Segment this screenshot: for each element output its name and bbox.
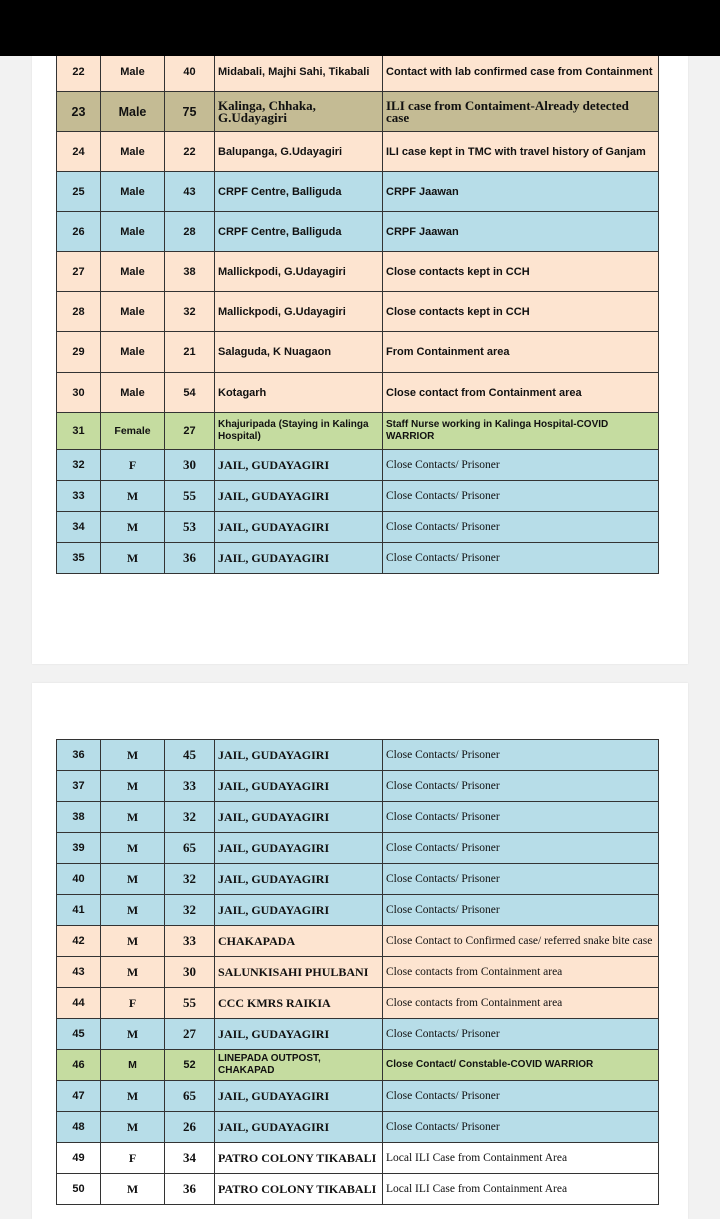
- age-cell: 27: [165, 1019, 215, 1050]
- age-cell: 34: [165, 1143, 215, 1174]
- table-row: [57, 450, 659, 481]
- address-cell: JAIL, GUDAYAGIRI: [215, 833, 383, 864]
- table-row: [57, 895, 659, 926]
- serial-number-cell: 31: [57, 413, 101, 450]
- age-cell: 30: [165, 957, 215, 988]
- address-cell: CRPF Centre, Balliguda: [215, 212, 383, 252]
- address-cell: JAIL, GUDAYAGIRI: [215, 1112, 383, 1143]
- age-cell: 32: [165, 864, 215, 895]
- history-cell: Close Contacts/ Prisoner: [383, 450, 659, 481]
- table-row: [57, 543, 659, 574]
- table-row: [57, 1112, 659, 1143]
- sex-cell: Male: [101, 292, 165, 332]
- history-cell: Close contacts kept in CCH: [383, 252, 659, 292]
- sex-cell: Male: [101, 373, 165, 413]
- sex-cell: M: [101, 864, 165, 895]
- address-cell: Kotagarh: [215, 373, 383, 413]
- age-cell: 28: [165, 212, 215, 252]
- address-cell: JAIL, GUDAYAGIRI: [215, 740, 383, 771]
- address-cell: Salaguda, K Nuagaon: [215, 332, 383, 373]
- sex-cell: M: [101, 802, 165, 833]
- sex-cell: M: [101, 1174, 165, 1205]
- sex-cell: M: [101, 481, 165, 512]
- sex-cell: Male: [101, 132, 165, 172]
- table-row: [57, 1050, 659, 1081]
- history-cell: Close Contact/ Constable-COVID WARRIOR: [383, 1050, 659, 1081]
- case-table-page-1: [56, 32, 659, 574]
- address-cell: JAIL, GUDAYAGIRI: [215, 1081, 383, 1112]
- serial-number-cell: 27: [57, 252, 101, 292]
- history-cell: Close Contacts/ Prisoner: [383, 864, 659, 895]
- sex-cell: M: [101, 895, 165, 926]
- serial-number-cell: 35: [57, 543, 101, 574]
- serial-number-cell: 46: [57, 1050, 101, 1081]
- address-cell: PATRO COLONY TIKABALI: [215, 1143, 383, 1174]
- address-cell: Balupanga, G.Udayagiri: [215, 132, 383, 172]
- serial-number-cell: 28: [57, 292, 101, 332]
- age-cell: 38: [165, 252, 215, 292]
- table-row: [57, 373, 659, 413]
- history-cell: Local ILI Case from Containment Area: [383, 1174, 659, 1205]
- sex-cell: F: [101, 1143, 165, 1174]
- address-cell: JAIL, GUDAYAGIRI: [215, 512, 383, 543]
- table-row: [57, 1019, 659, 1050]
- age-cell: 33: [165, 771, 215, 802]
- address-cell: JAIL, GUDAYAGIRI: [215, 543, 383, 574]
- history-cell: Close contacts from Containment area: [383, 988, 659, 1019]
- serial-number-cell: 47: [57, 1081, 101, 1112]
- age-cell: 33: [165, 926, 215, 957]
- serial-number-cell: 50: [57, 1174, 101, 1205]
- table-row: [57, 988, 659, 1019]
- address-cell: Midabali, Majhi Sahi, Tikabali: [215, 52, 383, 92]
- age-cell: 36: [165, 543, 215, 574]
- age-cell: 32: [165, 802, 215, 833]
- table-row: [57, 957, 659, 988]
- sex-cell: Male: [101, 92, 165, 132]
- address-cell: CCC KMRS RAIKIA: [215, 988, 383, 1019]
- table-row: [57, 292, 659, 332]
- table-row: [57, 212, 659, 252]
- serial-number-cell: 44: [57, 988, 101, 1019]
- sex-cell: F: [101, 450, 165, 481]
- table-row: [57, 481, 659, 512]
- serial-number-cell: 39: [57, 833, 101, 864]
- address-cell: Kalinga, Chhaka, G.Udayagiri: [215, 92, 383, 132]
- history-cell: Close Contact to Confirmed case/ referred snake bite case: [383, 926, 659, 957]
- age-cell: 26: [165, 1112, 215, 1143]
- sex-cell: Male: [101, 172, 165, 212]
- address-cell: JAIL, GUDAYAGIRI: [215, 481, 383, 512]
- history-cell: From Containment area: [383, 332, 659, 373]
- address-cell: Khajuripada (Staying in Kalinga Hospital): [215, 413, 383, 450]
- sex-cell: M: [101, 543, 165, 574]
- sex-cell: Female: [101, 413, 165, 450]
- age-cell: 36: [165, 1174, 215, 1205]
- history-cell: CRPF Jaawan: [383, 172, 659, 212]
- address-cell: JAIL, GUDAYAGIRI: [215, 1019, 383, 1050]
- age-cell: 40: [165, 52, 215, 92]
- table-row: [57, 926, 659, 957]
- age-cell: 30: [165, 450, 215, 481]
- history-cell: Close Contacts/ Prisoner: [383, 833, 659, 864]
- age-cell: 75: [165, 92, 215, 132]
- address-cell: JAIL, GUDAYAGIRI: [215, 771, 383, 802]
- history-cell: Staff Nurse working in Kalinga Hospital-COVID WARRIOR: [383, 413, 659, 450]
- sex-cell: M: [101, 957, 165, 988]
- age-cell: 43: [165, 172, 215, 212]
- table-row: [57, 252, 659, 292]
- address-cell: Mallickpodi, G.Udayagiri: [215, 252, 383, 292]
- age-cell: 53: [165, 512, 215, 543]
- address-cell: SALUNKISAHI PHULBANI: [215, 957, 383, 988]
- age-cell: 45: [165, 740, 215, 771]
- age-cell: 32: [165, 292, 215, 332]
- serial-number-cell: 45: [57, 1019, 101, 1050]
- history-cell: ILI case kept in TMC with travel history of Ganjam: [383, 132, 659, 172]
- table-row: [57, 1143, 659, 1174]
- address-cell: CHAKAPADA: [215, 926, 383, 957]
- age-cell: 27: [165, 413, 215, 450]
- sex-cell: Male: [101, 332, 165, 373]
- sex-cell: Male: [101, 52, 165, 92]
- table-row: [57, 864, 659, 895]
- serial-number-cell: 23: [57, 92, 101, 132]
- history-cell: Close Contacts/ Prisoner: [383, 802, 659, 833]
- table-row: [57, 802, 659, 833]
- serial-number-cell: 38: [57, 802, 101, 833]
- history-cell: Close Contacts/ Prisoner: [383, 771, 659, 802]
- address-cell: Mallickpodi, G.Udayagiri: [215, 292, 383, 332]
- serial-number-cell: 24: [57, 132, 101, 172]
- history-cell: Local ILI Case from Containment Area: [383, 1143, 659, 1174]
- sex-cell: M: [101, 926, 165, 957]
- serial-number-cell: 22: [57, 52, 101, 92]
- serial-number-cell: 26: [57, 212, 101, 252]
- table-row: [57, 512, 659, 543]
- top-status-bar: [0, 0, 720, 56]
- sex-cell: M: [101, 512, 165, 543]
- serial-number-cell: 49: [57, 1143, 101, 1174]
- history-cell: Close contacts from Containment area: [383, 957, 659, 988]
- table-row: [57, 740, 659, 771]
- address-cell: JAIL, GUDAYAGIRI: [215, 895, 383, 926]
- table-row: [57, 1174, 659, 1205]
- sex-cell: M: [101, 1081, 165, 1112]
- document-page-1: [32, 0, 688, 664]
- age-cell: 55: [165, 988, 215, 1019]
- history-cell: CRPF Jaawan: [383, 212, 659, 252]
- history-cell: Close Contacts/ Prisoner: [383, 512, 659, 543]
- age-cell: 65: [165, 833, 215, 864]
- age-cell: 32: [165, 895, 215, 926]
- age-cell: 55: [165, 481, 215, 512]
- history-cell: Close Contacts/ Prisoner: [383, 740, 659, 771]
- case-table-page-2: [56, 739, 659, 1205]
- sex-cell: Male: [101, 212, 165, 252]
- address-cell: JAIL, GUDAYAGIRI: [215, 450, 383, 481]
- sex-cell: Male: [101, 252, 165, 292]
- sex-cell: M: [101, 1050, 165, 1081]
- age-cell: 22: [165, 132, 215, 172]
- address-cell: PATRO COLONY TIKABALI: [215, 1174, 383, 1205]
- sex-cell: M: [101, 771, 165, 802]
- table-row: [57, 833, 659, 864]
- sex-cell: M: [101, 1112, 165, 1143]
- table-row: [57, 132, 659, 172]
- history-cell: Close Contacts/ Prisoner: [383, 1019, 659, 1050]
- table-row: [57, 1081, 659, 1112]
- history-cell: Close Contacts/ Prisoner: [383, 481, 659, 512]
- table-row: [57, 52, 659, 92]
- serial-number-cell: 43: [57, 957, 101, 988]
- serial-number-cell: 41: [57, 895, 101, 926]
- serial-number-cell: 40: [57, 864, 101, 895]
- sex-cell: F: [101, 988, 165, 1019]
- serial-number-cell: 34: [57, 512, 101, 543]
- sex-cell: M: [101, 740, 165, 771]
- history-cell: Close Contacts/ Prisoner: [383, 1112, 659, 1143]
- table-row: [57, 92, 659, 132]
- table-row: [57, 332, 659, 373]
- table-row: [57, 771, 659, 802]
- history-cell: Close Contacts/ Prisoner: [383, 1081, 659, 1112]
- address-cell: JAIL, GUDAYAGIRI: [215, 864, 383, 895]
- history-cell: Close Contacts/ Prisoner: [383, 895, 659, 926]
- age-cell: 21: [165, 332, 215, 373]
- age-cell: 52: [165, 1050, 215, 1081]
- sex-cell: M: [101, 1019, 165, 1050]
- table-row: [57, 172, 659, 212]
- history-cell: Contact with lab confirmed case from Containment: [383, 52, 659, 92]
- history-cell: ILI case from Contaiment-Already detected case: [383, 92, 659, 132]
- serial-number-cell: 42: [57, 926, 101, 957]
- serial-number-cell: 30: [57, 373, 101, 413]
- history-cell: Close Contacts/ Prisoner: [383, 543, 659, 574]
- table-row: [57, 413, 659, 450]
- address-cell: CRPF Centre, Balliguda: [215, 172, 383, 212]
- document-page-2: [32, 683, 688, 1219]
- age-cell: 54: [165, 373, 215, 413]
- serial-number-cell: 29: [57, 332, 101, 373]
- address-cell: LINEPADA OUTPOST, CHAKAPAD: [215, 1050, 383, 1081]
- serial-number-cell: 36: [57, 740, 101, 771]
- serial-number-cell: 32: [57, 450, 101, 481]
- serial-number-cell: 37: [57, 771, 101, 802]
- serial-number-cell: 25: [57, 172, 101, 212]
- serial-number-cell: 48: [57, 1112, 101, 1143]
- sex-cell: M: [101, 833, 165, 864]
- serial-number-cell: 33: [57, 481, 101, 512]
- history-cell: Close contact from Containment area: [383, 373, 659, 413]
- history-cell: Close contacts kept in CCH: [383, 292, 659, 332]
- address-cell: JAIL, GUDAYAGIRI: [215, 802, 383, 833]
- age-cell: 65: [165, 1081, 215, 1112]
